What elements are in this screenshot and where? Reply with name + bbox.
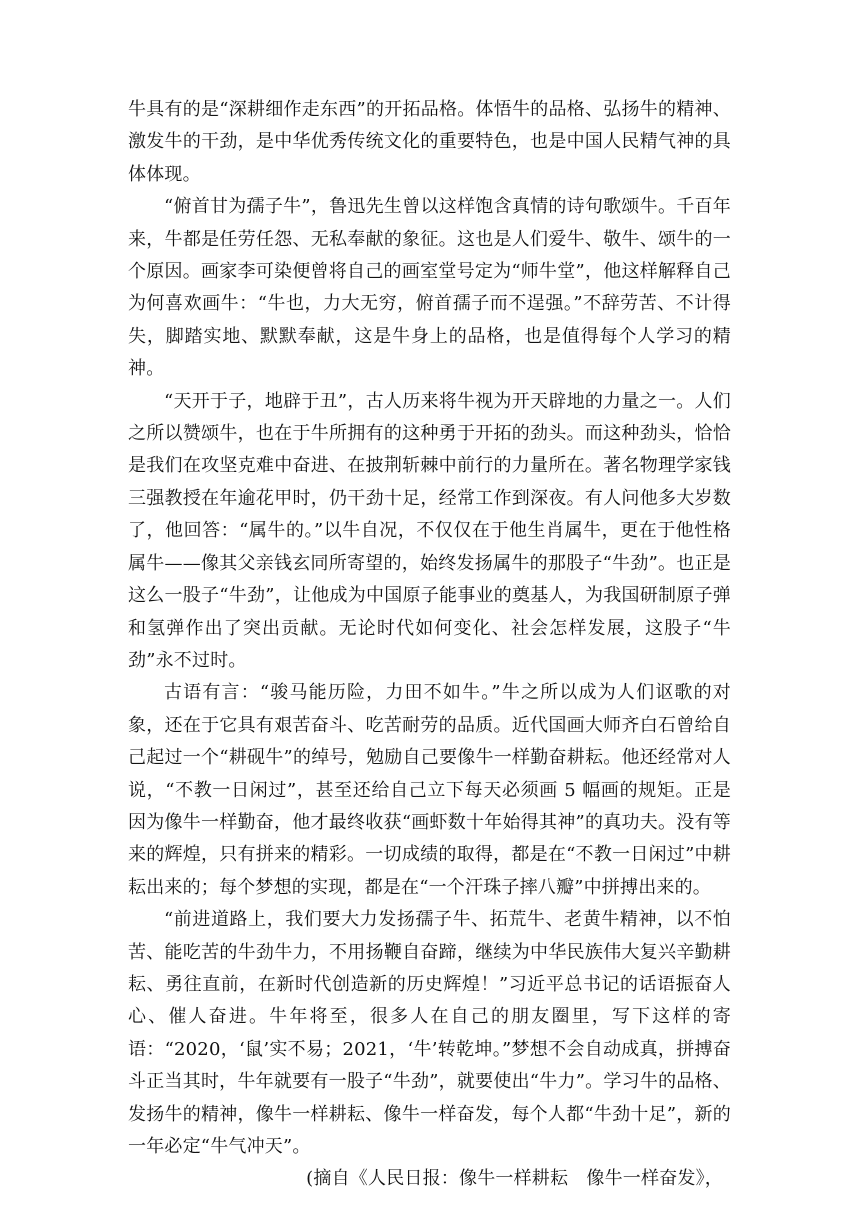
paragraph-continued: 牛具有的是“深耕细作走东西”的开拓品格。体悟牛的品格、弘扬牛的精神、激发牛的干劲，是中华优秀传统文化的重要特色，也是中国人民精气神的具体体现。 (128, 99, 731, 185)
source-citation: (摘自《人民日报：像牛一样耕耘 像牛一样奋发》， (306, 1168, 723, 1190)
paragraph-new-year: “前进道路上，我们要大力发扬孺子牛、拓荒牛、老黄牛精神，以不怕苦、能吃苦的牛劲牛力，不用扬鞭自奋蹄，继续为中华民族伟大复兴辛勤耕耘、勇往直前，在新时代创造新的历史辉煌！”习近平总书记的话语振奋人心、催人奋进。牛年将至，很多人在自己的朋友圈里，写下这样的寄语：“2020，‘鼠’实不易；2021，‘牛’转乾坤。”梦想不会自动成真，拼搏奋斗正当其时，牛年就要有一股子“牛劲”，就要使出“牛力”。学习牛的品格、发扬牛的精神，像牛一样耕耘、像牛一样奋发，每个人都“牛劲十足”，新的一年必定“牛气冲天”。 (128, 909, 731, 1157)
paragraph-qi-baishi: 古语有言：“骏马能历险，力田不如牛。”牛之所以成为人们讴歌的对象，还在于它具有艰苦奋斗、吃苦耐劳的品质。近代国画大师齐白石曾给自己起过一个“耕砚牛”的绰号，勉励自己要像牛一样勤奋耕耘。他还经常对人说，“不教一日闲过”，甚至还给自己立下每天必须画 5 幅画的规矩。正是因为像牛一样勤奋，他才最终收获“画虾数十年始得其神”的真功夫。没有等来的辉煌，只有拼来的精彩。一切成绩的取得，都是在“不教一日闲过”中耕耘出来的；每个梦想的实现，都是在“一个汗珠子摔八瓣”中拼搏出来的。 (128, 682, 731, 898)
article-body (128, 94, 731, 1196)
paragraph-lu-xun: “俯首甘为孺子牛”，鲁迅先生曾以这样饱含真情的诗句歌颂牛。千百年来，牛都是任劳任怨、无私奉献的象征。这也是人们爱牛、敬牛、颂牛的一个原因。画家李可染便曾将自己的画室堂号定为“师牛堂”，他这样解释自己为何喜欢画牛：“牛也，力大无穷，俯首孺子而不逞强。”不辞劳苦、不计得失，脚踏实地、默默奉献，这是牛身上的品格，也是值得每个人学习的精神。 (128, 196, 731, 380)
paragraph-qian-sanqiang: “天开于子，地辟于丑”，古人历来将牛视为开天辟地的力量之一。人们之所以赞颂牛，也在于牛所拥有的这种勇于开拓的劲头。而这种劲头，恰恰是我们在攻坚克难中奋进、在披荆斩棘中前行的力量所在。著名物理学家钱三强教授在年逾花甲时，仍干劲十足，经常工作到深夜。有人问他多大岁数了，他回答：“属牛的。”以牛自况，不仅仅在于他生肖属牛，更在于他性格属牛——像其父亲钱玄同所寄望的，始终发扬属牛的那股子“牛劲”。也正是这么一股子“牛劲”，让他成为中国原子能事业的奠基人，为我国研制原子弹和氢弹作出了突出贡献。无论时代如何变化、社会怎样发展，这股子“牛劲”永不过时。 (128, 390, 731, 671)
